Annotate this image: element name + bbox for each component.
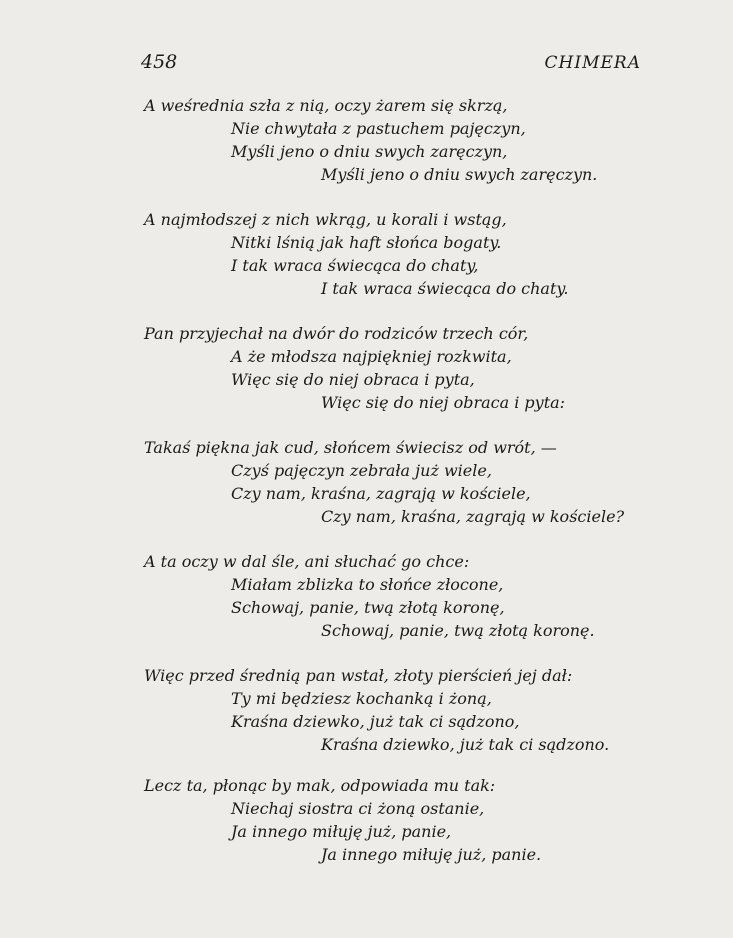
verse-line: A że młodsza najpiękniej rozkwita, <box>231 347 512 366</box>
verse-line: Czy nam, kraśna, zagrają w kościele, <box>231 484 531 503</box>
verse-line: Schowaj, panie, twą złotą koronę, <box>231 598 505 617</box>
verse-line: Myśli jeno o dniu swych zaręczyn, <box>231 142 508 161</box>
verse-line: Kraśna dziewko, już tak ci sądzono, <box>231 712 520 731</box>
verse-line: Czy nam, kraśna, zagrają w kościele? <box>321 507 625 526</box>
verse-line: Niechaj siostra ci żoną ostanie, <box>231 799 485 818</box>
running-title: CHIMERA <box>544 53 641 73</box>
verse-line: Więc się do niej obraca i pyta: <box>321 393 566 412</box>
verse-line: Ty mi będziesz kochanką i żoną, <box>231 689 492 708</box>
verse-line: Więc przed średnią pan wstał, złoty pierścień jej dał: <box>144 666 573 685</box>
page-number: 458 <box>141 51 178 73</box>
verse-line: Więc się do niej obraca i pyta, <box>231 370 475 389</box>
verse-line: A weśrednia szła z nią, oczy żarem się skrzą, <box>144 96 508 115</box>
verse-line: Ja innego miłuję już, panie. <box>321 845 542 864</box>
verse-line: A ta oczy w dal śle, ani słuchać go chce: <box>144 552 470 571</box>
verse-line: A najmłodszej z nich wkrąg, u korali i wstąg, <box>144 210 507 229</box>
verse-line: Miałam zblizka to słońce złocone, <box>231 575 504 594</box>
verse-line: Czyś pajęczyn zebrała już wiele, <box>231 461 492 480</box>
verse-line: Takaś piękna jak cud, słońcem świecisz od wrót, — <box>144 438 557 457</box>
verse-line: Nie chwytała z pastuchem pajęczyn, <box>231 119 526 138</box>
verse-line: Ja innego miłuję już, panie, <box>231 822 452 841</box>
verse-line: Pan przyjechał na dwór do rodziców trzech cór, <box>144 324 529 343</box>
verse-line: Schowaj, panie, twą złotą koronę. <box>321 621 595 640</box>
verse-line: I tak wraca świecąca do chaty, <box>231 256 479 275</box>
verse-line: Nitki lśnią jak haft słońca bogaty. <box>231 233 502 252</box>
verse-line: Myśli jeno o dniu swych zaręczyn. <box>321 165 598 184</box>
verse-line: I tak wraca świecąca do chaty. <box>321 279 569 298</box>
verse-line: Lecz ta, płonąc by mak, odpowiada mu tak: <box>144 776 496 795</box>
verse-line: Kraśna dziewko, już tak ci sądzono. <box>321 735 610 754</box>
